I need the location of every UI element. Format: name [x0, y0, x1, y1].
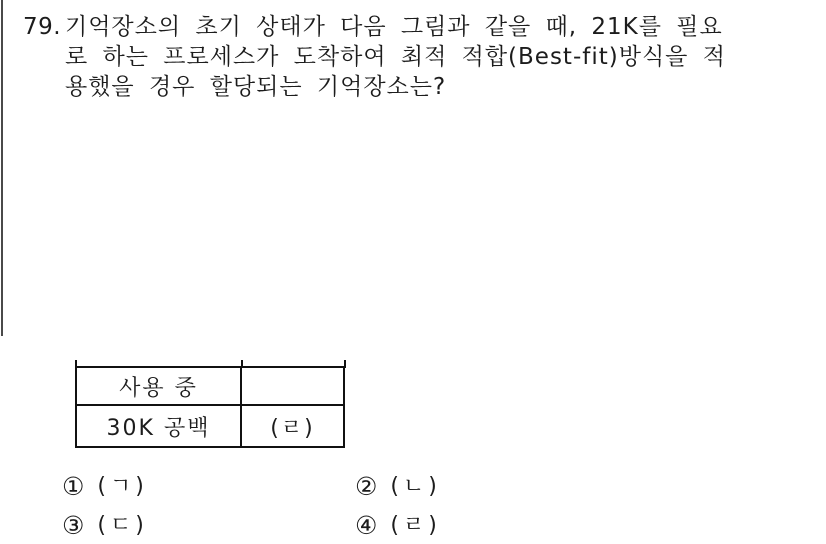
- figure-cut-mark: [241, 360, 243, 368]
- figure-cut-mark: [344, 360, 346, 368]
- option-4-label: (ㄹ): [390, 513, 441, 538]
- memory-state-cell: 30K 공백: [76, 405, 241, 447]
- column-divider-rule: [1, 0, 3, 336]
- table-row: [76, 405, 344, 447]
- question-line: 로 하는 프로세스가 도착하여 최적 적합(Best-fit)방식을 적: [65, 44, 726, 70]
- question-number: 79.: [23, 14, 62, 40]
- option-3[interactable]: [62, 513, 148, 538]
- table-row: [76, 367, 344, 405]
- question-text: [65, 12, 800, 102]
- memory-label-cell: (ㄹ): [241, 405, 344, 447]
- answer-options: [62, 474, 582, 540]
- figure-cut-mark: [75, 360, 77, 368]
- memory-label-cell: [241, 367, 344, 405]
- option-3-number: ③: [62, 511, 85, 540]
- option-4[interactable]: [355, 513, 441, 538]
- option-2-number: ②: [355, 472, 378, 501]
- option-3-label: (ㄷ): [97, 513, 148, 538]
- question-line: 기억장소의 초기 상태가 다음 그림과 같을 때, 21K를 필요: [65, 14, 723, 40]
- memory-figure: [75, 360, 345, 448]
- question-block: [23, 12, 800, 102]
- option-1-label: (ㄱ): [97, 474, 148, 499]
- option-1[interactable]: [62, 474, 148, 499]
- option-2[interactable]: [355, 474, 441, 499]
- memory-table: [75, 366, 345, 448]
- question-line: 용했을 경우 할당되는 기억장소는?: [65, 74, 447, 100]
- option-1-number: ①: [62, 472, 85, 501]
- option-2-label: (ㄴ): [390, 474, 441, 499]
- memory-state-cell: 사용 중: [76, 367, 241, 405]
- option-4-number: ④: [355, 511, 378, 540]
